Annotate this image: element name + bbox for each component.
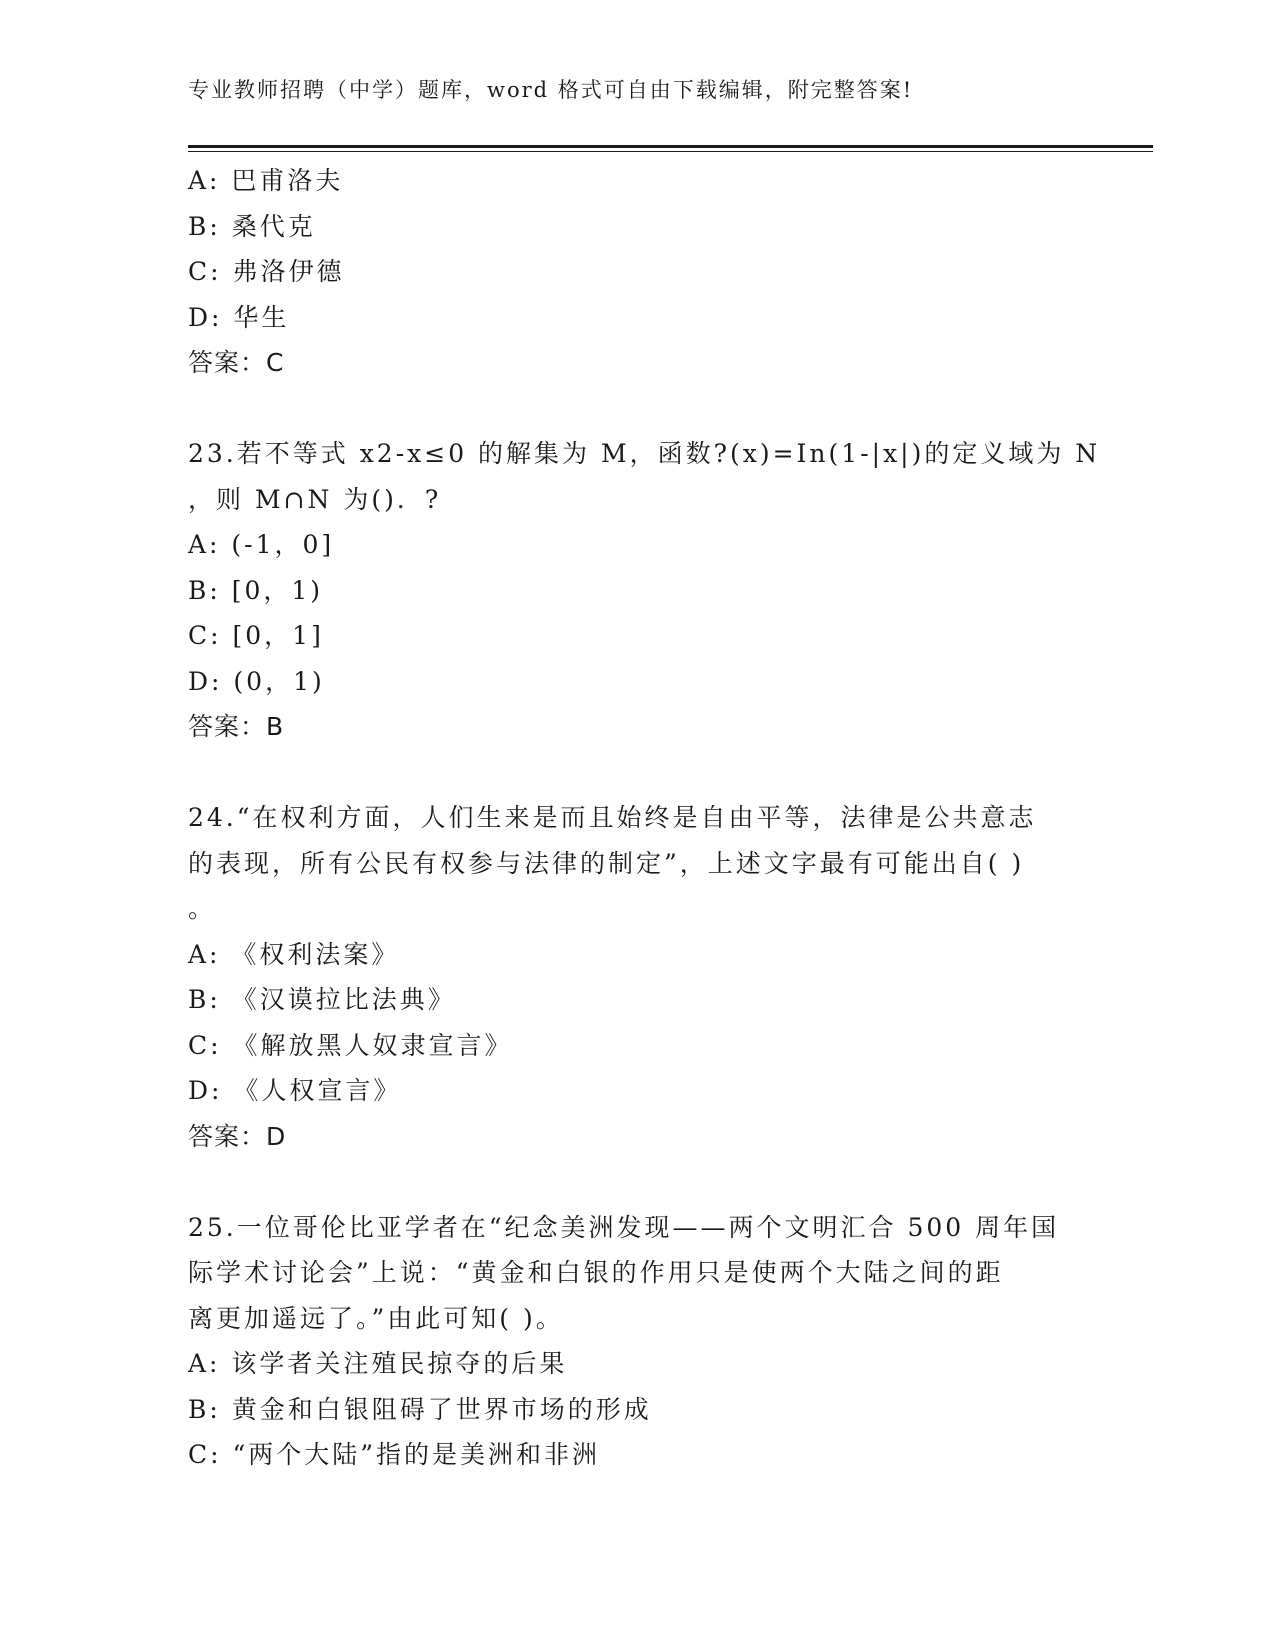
option-c: C: 《解放黑人奴隶宣言》	[188, 1030, 513, 1060]
header-divider-thin	[188, 151, 1153, 152]
header-divider	[188, 145, 1153, 148]
question-stem-line: 25.一位哥伦比亚学者在“纪念美洲发现——两个文明汇合 500 周年国	[188, 1212, 1060, 1242]
option-a: A: (-1，0]	[188, 530, 335, 559]
question-list	[188, 158, 1101, 1478]
spacer	[188, 1159, 1078, 1205]
option-b: B: 黄金和白银阻碍了世界市场的形成	[188, 1394, 652, 1424]
answer-line: 答案：C	[188, 348, 285, 377]
option-b: B: 《汉谟拉比法典》	[188, 985, 456, 1014]
question-stem-line: 23.若不等式 x2-x≤0 的解集为 M，函数?(x)=In(1-|x|)的定义域为 N	[188, 439, 1101, 468]
question-24	[188, 795, 1078, 1159]
option-c: C: [0，1]	[188, 621, 324, 650]
spacer	[188, 750, 1078, 796]
option-c: C: 弗洛伊德	[188, 257, 345, 286]
question-stem-line: 际学术讨论会”上说：“黄金和白银的作用只是使两个大陆之间的距	[188, 1258, 1004, 1287]
option-d: D: (0，1)	[188, 666, 325, 696]
page-header: 专业教师招聘（中学）题库，word 格式可自由下载编辑，附完整答案!	[188, 78, 914, 102]
option-b: B: [0，1)	[188, 575, 324, 605]
spacer	[188, 386, 1078, 432]
question-stem-line: ，则 M∩N 为()．?	[188, 484, 442, 514]
question-stem-line: 。	[188, 894, 217, 923]
question-stem-line: 的表现，所有公民有权参与法律的制定”，上述文字最有可能出自( )	[188, 848, 1025, 878]
answer-line: 答案：B	[188, 712, 285, 741]
question-25	[188, 1205, 1078, 1478]
option-b: B: 桑代克	[188, 211, 316, 241]
option-d: D: 《人权宣言》	[188, 1076, 402, 1105]
option-d: D: 华生	[188, 302, 290, 332]
option-a: A: 《权利法案》	[188, 939, 400, 969]
question-stem-line: 24.“在权利方面，人们生来是而且始终是自由平等，法律是公共意志	[188, 803, 1037, 832]
question-23	[188, 431, 1101, 750]
answer-line: 答案：D	[188, 1121, 287, 1151]
question-stem-line: 离更加遥远了。”由此可知( )。	[188, 1303, 564, 1333]
option-a: A: 该学者关注殖民掠夺的后果	[188, 1349, 568, 1378]
question-22-continued	[188, 158, 1078, 386]
option-c: C: “两个大陆”指的是美洲和非洲	[188, 1440, 601, 1469]
option-a: A: 巴甫洛夫	[188, 166, 344, 195]
